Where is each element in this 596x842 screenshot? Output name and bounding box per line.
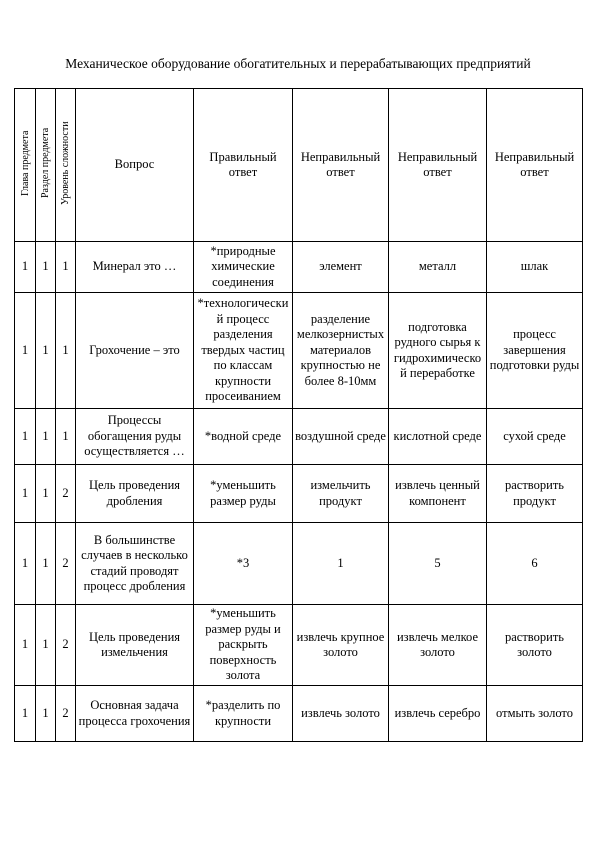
cell-correct: *водной среде: [194, 409, 293, 465]
cell-wrong-2: кислотной среде: [389, 409, 487, 465]
questions-table: [14, 88, 583, 742]
cell-wrong-3: отмыть золото: [487, 686, 583, 742]
cell-wrong-3: растворить золото: [487, 605, 583, 686]
cell-question: Цель проведения дробления: [76, 465, 194, 523]
cell-wrong-2: извлечь ценный компонент: [389, 465, 487, 523]
cell-wrong-1: 1: [293, 523, 389, 605]
cell-level: 1: [56, 293, 76, 409]
header-section: Раздел предмета: [36, 89, 56, 242]
cell-wrong-1: разделение мелкозернистых материалов крупностью не более 8-10мм: [293, 293, 389, 409]
cell-wrong-2: извлечь серебро: [389, 686, 487, 742]
cell-question: В большинстве случаев в несколько стадий проводят процесс дробления: [76, 523, 194, 605]
cell-chapter: 1: [15, 605, 36, 686]
table-row: [15, 523, 583, 605]
cell-section: 1: [36, 686, 56, 742]
table-row: [15, 605, 583, 686]
cell-level: 2: [56, 465, 76, 523]
cell-correct: *уменьшить размер руды: [194, 465, 293, 523]
cell-wrong-1: воздушной среде: [293, 409, 389, 465]
cell-wrong-3: 6: [487, 523, 583, 605]
cell-section: 1: [36, 605, 56, 686]
cell-chapter: 1: [15, 242, 36, 293]
cell-correct: *природные химические соединения: [194, 242, 293, 293]
cell-question: Грохочение – это: [76, 293, 194, 409]
header-question: Вопрос: [76, 89, 194, 242]
cell-chapter: 1: [15, 465, 36, 523]
table-row: [15, 293, 583, 409]
cell-wrong-2: металл: [389, 242, 487, 293]
cell-wrong-1: измельчить продукт: [293, 465, 389, 523]
cell-section: 1: [36, 523, 56, 605]
cell-correct: *разделить по крупности: [194, 686, 293, 742]
cell-wrong-2: извлечь мелкое золото: [389, 605, 487, 686]
cell-correct: *уменьшить размер руды и раскрыть поверхность золота: [194, 605, 293, 686]
cell-question: Основная задача процесса грохочения: [76, 686, 194, 742]
cell-wrong-1: извлечь крупное золото: [293, 605, 389, 686]
cell-wrong-2: 5: [389, 523, 487, 605]
cell-wrong-3: процесс завершения подготовки руды: [487, 293, 583, 409]
cell-wrong-2: подготовка рудного сырья к гидрохимической переработке: [389, 293, 487, 409]
cell-correct: *3: [194, 523, 293, 605]
cell-level: 2: [56, 605, 76, 686]
cell-chapter: 1: [15, 409, 36, 465]
cell-level: 1: [56, 242, 76, 293]
cell-wrong-1: элемент: [293, 242, 389, 293]
table-row: [15, 409, 583, 465]
header-row: [15, 89, 583, 242]
cell-chapter: 1: [15, 523, 36, 605]
cell-question: Цель проведения измельчения: [76, 605, 194, 686]
header-wrong-3: Неправильный ответ: [487, 89, 583, 242]
table-row: [15, 465, 583, 523]
cell-section: 1: [36, 242, 56, 293]
header-correct: Правильный ответ: [194, 89, 293, 242]
table-row: [15, 242, 583, 293]
header-wrong-1: Неправильный ответ: [293, 89, 389, 242]
header-wrong-2: Неправильный ответ: [389, 89, 487, 242]
cell-correct: *технологический процесс разделения твердых частиц по классам крупности просеиванием: [194, 293, 293, 409]
cell-section: 1: [36, 409, 56, 465]
cell-question: Процессы обогащения руды осуществляется …: [76, 409, 194, 465]
cell-chapter: 1: [15, 293, 36, 409]
cell-wrong-3: шлак: [487, 242, 583, 293]
cell-level: 2: [56, 523, 76, 605]
header-level: Уровень сложности: [56, 89, 76, 242]
header-chapter: Глава предмета: [15, 89, 36, 242]
cell-chapter: 1: [15, 686, 36, 742]
cell-question: Минерал это …: [76, 242, 194, 293]
cell-section: 1: [36, 465, 56, 523]
cell-wrong-3: сухой среде: [487, 409, 583, 465]
cell-wrong-1: извлечь золото: [293, 686, 389, 742]
table-row: [15, 686, 583, 742]
cell-section: 1: [36, 293, 56, 409]
cell-level: 2: [56, 686, 76, 742]
cell-wrong-3: растворить продукт: [487, 465, 583, 523]
document-title: Механическое оборудование обогатительных и перерабатывающих предприятий: [65, 56, 531, 71]
cell-level: 1: [56, 409, 76, 465]
